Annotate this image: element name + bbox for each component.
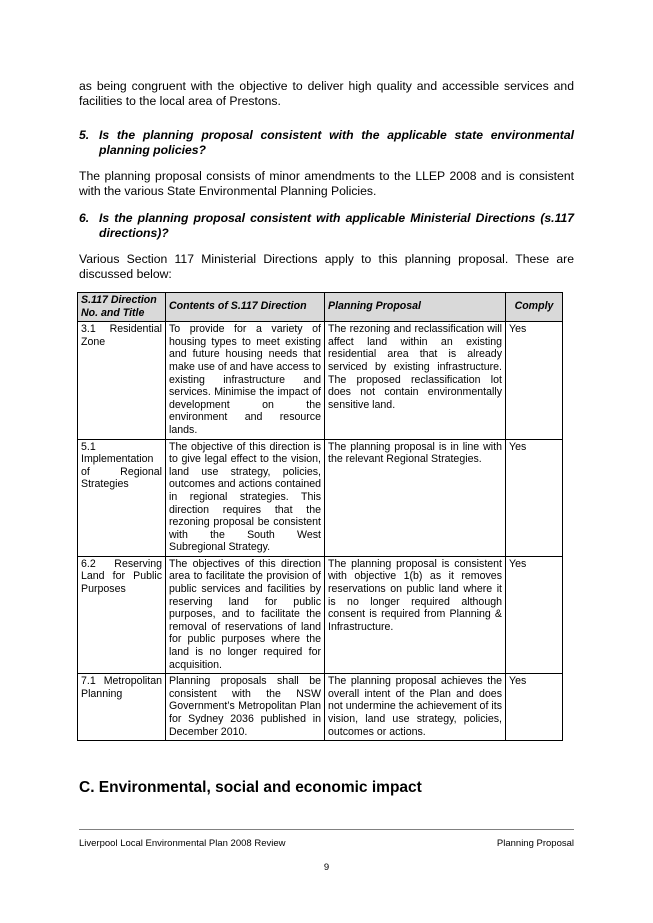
cell-planning-proposal: The planning proposal is consistent with objective 1(b) as it removes reservations on public land where it is no longer required although consent is required from Planning & Infrastructure.	[325, 556, 506, 673]
table-row	[78, 556, 563, 673]
cell-comply: Yes	[506, 674, 563, 741]
cell-comply: Yes	[506, 439, 563, 556]
header-direction: S.117 Direction No. and Title	[78, 293, 166, 322]
table-row	[78, 439, 563, 556]
cell-contents: The objectives of this direction area to facilitate the provision of public services and facilities by reserving land for public purposes, and to facilitate the removal of reservations of land for public purposes where the land is no longer required for acquisition.	[166, 556, 325, 673]
footer-document-type: Planning Proposal	[496, 838, 574, 849]
question-6	[79, 211, 574, 241]
cell-direction: 5.1 Implementation of Regional Strategies	[78, 439, 166, 556]
cell-planning-proposal: The planning proposal is in line with the relevant Regional Strategies.	[325, 439, 506, 556]
intro-paragraph: as being congruent with the objective to deliver high quality and accessible services and facilities to the local area of Prestons.	[79, 79, 574, 108]
header-planning-proposal: Planning Proposal	[325, 293, 506, 322]
header-contents: Contents of S.117 Direction	[166, 293, 325, 322]
question-6-text: Is the planning proposal consistent with applicable Ministerial Directions (s.117 directions)?	[99, 211, 574, 240]
question-5	[79, 128, 574, 158]
cell-contents: Planning proposals shall be consistent with the NSW Government’s Metropolitan Plan for Sydney 2036 published in December 2010.	[166, 674, 325, 741]
footer-divider	[79, 829, 574, 830]
question-5-answer: The planning proposal consists of minor amendments to the LLEP 2008 and is consistent with the various State Environmental Planning Policies.	[79, 169, 574, 198]
cell-comply: Yes	[506, 556, 563, 673]
cell-contents: The objective of this direction is to give legal effect to the vision, land use strategy, policies, outcomes and actions contained in regional strategies. This direction requires that the rezoning proposal be consistent with the South West Subregional Strategy.	[166, 439, 325, 556]
table-header-row	[78, 293, 563, 322]
cell-comply: Yes	[506, 322, 563, 439]
question-5-text: Is the planning proposal consistent with the applicable state environmental planning policies?	[99, 128, 574, 157]
s117-directions-table	[77, 292, 563, 741]
cell-planning-proposal: The planning proposal achieves the overall intent of the Plan and does not undermine the achievement of its vision, land use strategy, policies, outcomes or actions.	[325, 674, 506, 741]
footer-document-title: Liverpool Local Environmental Plan 2008 Review	[79, 838, 286, 849]
cell-planning-proposal: The rezoning and reclassification will affect land within an existing residential area that is already serviced by existing infrastructure. The proposed reclassification lot does not contain environmentally sensitive land.	[325, 322, 506, 439]
question-5-number: 5.	[79, 128, 90, 142]
question-6-answer: Various Section 117 Ministerial Directions apply to this planning proposal. These are discussed below:	[79, 252, 574, 281]
cell-direction: 3.1 Residential Zone	[78, 322, 166, 439]
table-row	[78, 674, 563, 741]
question-6-number: 6.	[79, 211, 90, 225]
page-number: 9	[323, 862, 330, 873]
section-heading: C. Environmental, social and economic impact	[79, 779, 422, 796]
cell-contents: To provide for a variety of housing types to meet existing and future housing needs that make use of and have access to existing infrastructure and services. Minimise the impact of development on the environment and resource lands.	[166, 322, 325, 439]
cell-direction: 7.1 Metropolitan Planning	[78, 674, 166, 741]
header-comply: Comply	[506, 293, 563, 322]
cell-direction: 6.2 Reserving Land for Public Purposes	[78, 556, 166, 673]
table-row	[78, 322, 563, 439]
